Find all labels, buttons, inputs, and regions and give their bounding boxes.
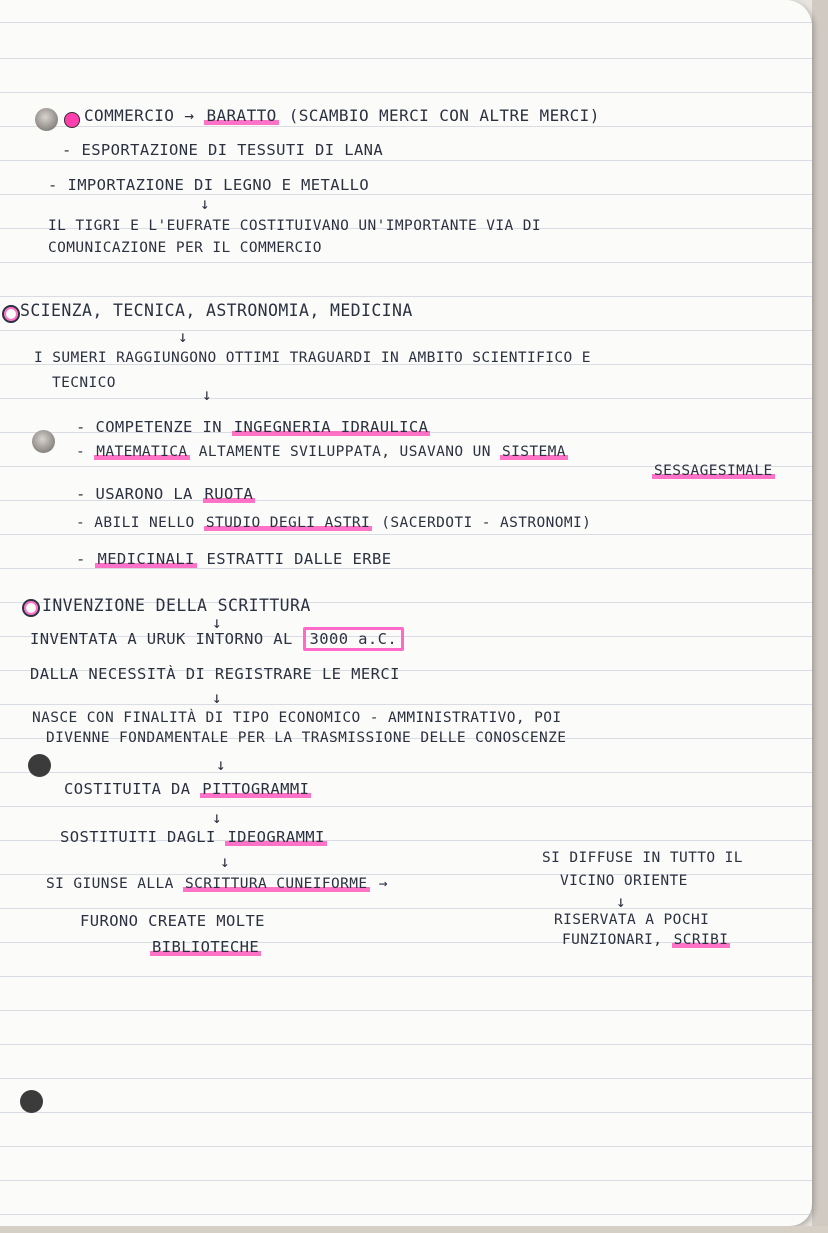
ideograms-line: SOSTITUITI DAGLI IDEOGRAMMI	[60, 828, 325, 846]
bullet-math: - MATEMATICA ALTAMENTE SVILUPPATA, USAVANO UN SISTEMA	[76, 444, 566, 460]
writing-heading: INVENZIONE DELLA SCRITTURA	[42, 596, 311, 615]
necessity-line: DALLA NECESSITÀ DI REGISTRARE LE MERCI	[30, 665, 400, 683]
background-edge	[812, 0, 828, 1233]
scribes-line: FUNZIONARI, SCRIBI	[562, 932, 729, 948]
import-line: - IMPORTAZIONE DI LEGNO E METALLO	[48, 176, 370, 194]
tigris-line: IL TIGRI E L'EUFRATE COSTITUIVANO UN'IMPORTANTE VIA DI	[48, 218, 542, 234]
down-arrow-icon: ↓	[216, 755, 226, 774]
commerce-heading: COMMERCIO → BARATTO (SCAMBIO MERCI CON ALTRE MERCI)	[84, 106, 600, 125]
near-east-line: VICINO ORIENTE	[560, 873, 688, 889]
sumeri-line-2: TECNICO	[52, 375, 116, 391]
binder-hole-icon	[20, 1090, 43, 1113]
section-bullet-icon	[22, 599, 40, 617]
section-bullet-icon	[2, 305, 20, 323]
down-arrow-icon: ↓	[212, 613, 222, 632]
down-arrow-icon: ↓	[212, 808, 222, 827]
down-arrow-icon: ↓	[200, 194, 210, 213]
purpose-line: NASCE CON FINALITÀ DI TIPO ECONOMICO - AMMINISTRATIVO, POI	[32, 710, 562, 726]
binder-hole-icon	[32, 430, 55, 453]
bullet-medicine: - MEDICINALI ESTRATTI DALLE ERBE	[76, 550, 392, 568]
down-arrow-icon: ↓	[212, 688, 222, 707]
purpose-line-2: DIVENNE FONDAMENTALE PER LA TRASMISSIONE DELLE CONOSCENZE	[46, 730, 567, 746]
sexagesimal-word: SESSAGESIMALE	[654, 463, 773, 479]
tigris-line-2: COMUNICAZIONE PER IL COMMERCIO	[48, 240, 322, 256]
libraries-line: FURONO CREATE MOLTE	[80, 912, 265, 930]
export-line: - ESPORTAZIONE DI TESSUTI DI LANA	[62, 141, 384, 159]
spread-line: SI DIFFUSE IN TUTTO IL	[542, 850, 743, 866]
down-arrow-icon: ↓	[616, 892, 626, 911]
bullet-wheel: - USARONO LA RUOTA	[76, 485, 254, 503]
binder-hole-icon	[35, 108, 58, 131]
down-arrow-icon: ↓	[178, 327, 188, 346]
background-edge	[0, 1226, 828, 1233]
down-arrow-icon: ↓	[202, 385, 212, 404]
reserved-line: RISERVATA A POCHI	[554, 912, 710, 928]
sumeri-line: I SUMERI RAGGIUNGONO OTTIMI TRAGUARDI IN AMBITO SCIENTIFICO E	[34, 350, 591, 366]
down-arrow-icon: ↓	[220, 852, 230, 871]
uruk-line: INVENTATA A URUK INTORNO AL 3000 a.C.	[30, 630, 404, 648]
binder-hole-icon	[28, 754, 51, 777]
bullet-hydraulics: - COMPETENZE IN INGEGNERIA IDRAULICA	[76, 418, 429, 436]
science-heading: SCIENZA, TECNICA, ASTRONOMIA, MEDICINA	[20, 301, 413, 320]
bullet-astronomy: - ABILI NELLO STUDIO DEGLI ASTRI (SACERDOTI - ASTRONOMI)	[76, 515, 592, 531]
cuneiform-line: SI GIUNSE ALLA SCRITTURA CUNEIFORME →	[46, 876, 388, 892]
pictograms-line: COSTITUITA DA PITTOGRAMMI	[64, 780, 310, 798]
libraries-word: BIBLIOTECHE	[152, 938, 260, 956]
section-bullet-icon	[64, 112, 80, 128]
